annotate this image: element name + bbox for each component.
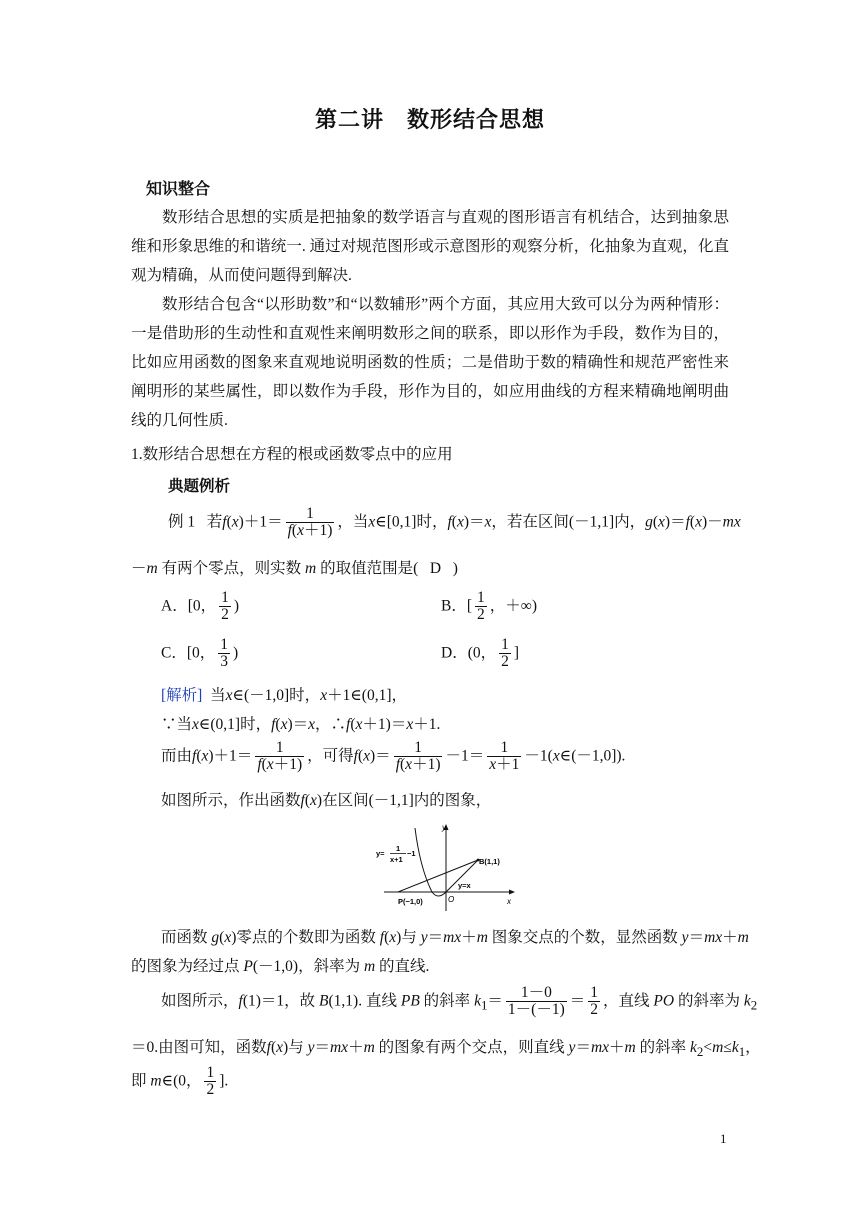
x-axis-arrow [509,890,515,895]
solution-tag: [解析] [161,687,203,704]
option-d: D．(0， $\frac{1}{2}$ ] [441,636,520,671]
section-heading: 知识整合 [146,179,211,198]
example-problem-line2: －m 有两个零点，则实数 m 的取值范围是( D ) [131,560,458,577]
point-b-label: B(1,1) [479,857,500,866]
curve-f-left [415,828,446,896]
curve-label-suffix: −1 [407,849,416,858]
solution-line7: 如图所示，f(1)＝1，故 B(1,1). 直线 PB 的斜率 $k_1=$ $\frac{1-0}{1-(-1)}$ ＝ $\frac{1}{2}$ ，直线 PO 的斜率为 $k_2$ [161,984,758,1019]
intro-paragraph-2: 数形结合包含“以形助数”和“以数辅形”两个方面，其应用大致可以分为两种情形：一是借助形的生动性和直观性来阐明数形之间的联系，即以形作为手段，数作为目的，比如应用函数的图象来直观地说明函数的性质；二是借助于数的精确性和规范严密性来阐明形的某些属性，即以数作为手段，形作为目的，如应用曲线的方程来精确地阐明曲线的几何性质. [131,296,729,429]
solution-line8: ＝0.由图可知，函数f(x)与 y＝mx＋m 的图象有两个交点，则直线 y＝mx＋m 的斜率 $k_2<m\le k_1$， [131,1039,761,1060]
intro-paragraph-1: 数形结合思想的实质是把抽象的数学语言与直观的图形语言有机结合，达到抽象思维和形象思维的和谐统一. 通过对规范图形或示意图形的观察分析，化抽象为直观，化直观为精确，从而使问题得到解决. [131,209,729,284]
origin-label: O [448,895,455,904]
solution-line1: [解析] 当x∈(－1,0]时，x＋1∈(0,1]， [161,687,408,704]
line-label: y=x [458,881,471,890]
option-b: B．[ $\frac{1}{2}$ ，＋∞) [441,589,537,624]
curve-label-num: 1 [396,844,401,853]
example-heading: 典题例析 [168,477,231,495]
solution-line9: 即 m∈(0， $\frac{1}{2}$ ]. [131,1064,229,1099]
topic-heading: 1.数形结合思想在方程的根或函数零点中的应用 [131,446,453,463]
example-label: 例 1 [168,513,196,531]
curve-label-prefix: y= [376,849,385,858]
solution-line2: ∵当x∈(0,1]时，f(x)＝x，∴f(x＋1)＝x＋1. [161,716,441,733]
point-p-label: P(−1,0) [398,897,423,906]
solution-line5: 而函数 g(x)零点的个数即为函数 f(x)与 y＝mx＋m 图象交点的个数，显然函数 y＝mx＋m [161,929,749,946]
solution-line3: 而由f(x)＋1＝ $\frac{1}{f(x+1)}$ ，可得f(x)＝ $\frac{1}{f(x+1)}$ －1＝ $\frac{1}{x+1}$ －1(x∈(－1,0]). [161,739,626,774]
function-graph-figure [370,818,520,913]
option-c: C．[0， $\frac{1}{3}$ ) [161,636,239,671]
curve-label-den: x+1 [390,855,403,864]
y-axis-label: y [442,823,446,832]
x-axis-label: x [507,897,511,906]
answer-letter: D [429,560,442,577]
solution-line4: 如图所示，作出函数f(x)在区间(－1,1]内的图象， [161,792,492,809]
option-a: A．[0， $\frac{1}{2}$ ) [161,589,240,624]
page-title: 第二讲 数形结合思想 [314,108,545,133]
example-problem-line1: 例 1 若f(x)＋1＝ $\frac{1}{f(x+1)}$ ，当x∈[0,1]时，f(x)＝x，若在区间(－1,1]内，g(x)＝f(x)－mx [168,505,741,540]
page-number: 1 [720,1131,727,1146]
solution-line6: 的图象为经过点 P(－1,0)，斜率为 m 的直线. [131,958,430,975]
